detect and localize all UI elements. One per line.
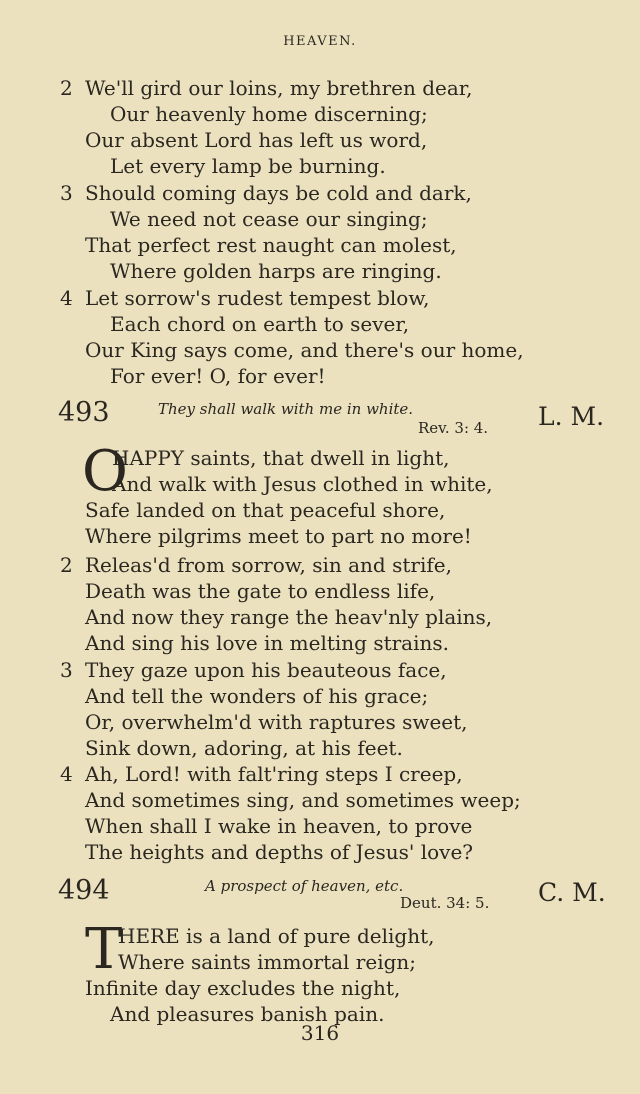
verse-line: They gaze upon his beauteous face, [85, 658, 447, 682]
verse-line: Our King says come, and there's our home, [85, 338, 524, 362]
verse-line: For ever! O, for ever! [110, 364, 326, 388]
verse-line: And pleasures banish pain. [110, 1002, 385, 1026]
verse-line: Death was the gate to endless life, [85, 579, 436, 603]
verse-line: And sing his love in melting strains. [85, 631, 450, 655]
verse-line: We need not cease our singing; [110, 207, 428, 231]
stanza-number: 2 [60, 553, 73, 577]
verse-line: And walk with Jesus clothed in white, [112, 472, 493, 496]
hymn-number: 494 [58, 875, 110, 906]
verse-line: Or, overwhelm'd with raptures sweet, [85, 710, 468, 734]
verse-line: Our absent Lord has left us word, [85, 128, 428, 152]
verse-line: Releas'd from sorrow, sin and strife, [85, 553, 452, 577]
verse-line: Where golden harps are ringing. [110, 259, 442, 283]
stanza-number: 4 [60, 762, 73, 786]
verse-line: Ah, Lord! with falt'ring steps I creep, [85, 762, 463, 786]
drop-cap: O [82, 439, 128, 504]
verse-line: Our heavenly home discerning; [110, 102, 428, 126]
stanza-number: 3 [60, 181, 73, 205]
hymn-subtitle: They shall walk with me in white. [158, 400, 414, 418]
verse-line: And now they range the heav'nly plains, [85, 605, 493, 629]
page-number: 316 [300, 1021, 340, 1045]
hymn-subtitle: A prospect of heaven, etc. [205, 877, 404, 895]
verse-line: Where saints immortal reign; [118, 950, 417, 974]
drop-cap: T [85, 917, 123, 982]
verse-line: And tell the wonders of his grace; [85, 684, 429, 708]
verse-line: Safe landed on that peaceful shore, [85, 498, 446, 522]
verse-line: And sometimes sing, and sometimes weep; [85, 788, 521, 812]
running-header: HEAVEN. [283, 34, 357, 49]
hymn-number: 493 [58, 397, 110, 428]
verse-line: Where pilgrims meet to part no more! [85, 524, 472, 548]
verse-line: Infinite day excludes the night, [85, 976, 401, 1000]
stanza-number: 3 [60, 658, 73, 682]
verse-line: The heights and depths of Jesus' love? [85, 840, 474, 864]
stanza-number: 4 [60, 286, 73, 310]
verse-line: That perfect rest naught can molest, [85, 233, 457, 257]
hymn-meter: C. M. [538, 878, 606, 907]
verse-line: When shall I wake in heaven, to prove [85, 814, 473, 838]
verse-line: Let sorrow's rudest tempest blow, [85, 286, 430, 310]
stanza-number: 2 [60, 76, 73, 100]
verse-line: HERE is a land of pure delight, [118, 924, 435, 948]
verse-line: We'll gird our loins, my brethren dear, [85, 76, 473, 100]
hymn-meter: L. M. [538, 402, 605, 431]
verse-line: Each chord on earth to sever, [110, 312, 410, 336]
verse-line: HAPPY saints, that dwell in light, [112, 446, 450, 470]
verse-line: Sink down, adoring, at his feet. [85, 736, 403, 760]
scripture-reference: Rev. 3: 4. [418, 419, 489, 437]
scripture-reference: Deut. 34: 5. [400, 894, 490, 912]
verse-line: Should coming days be cold and dark, [85, 181, 472, 205]
verse-line: Let every lamp be burning. [110, 154, 386, 178]
